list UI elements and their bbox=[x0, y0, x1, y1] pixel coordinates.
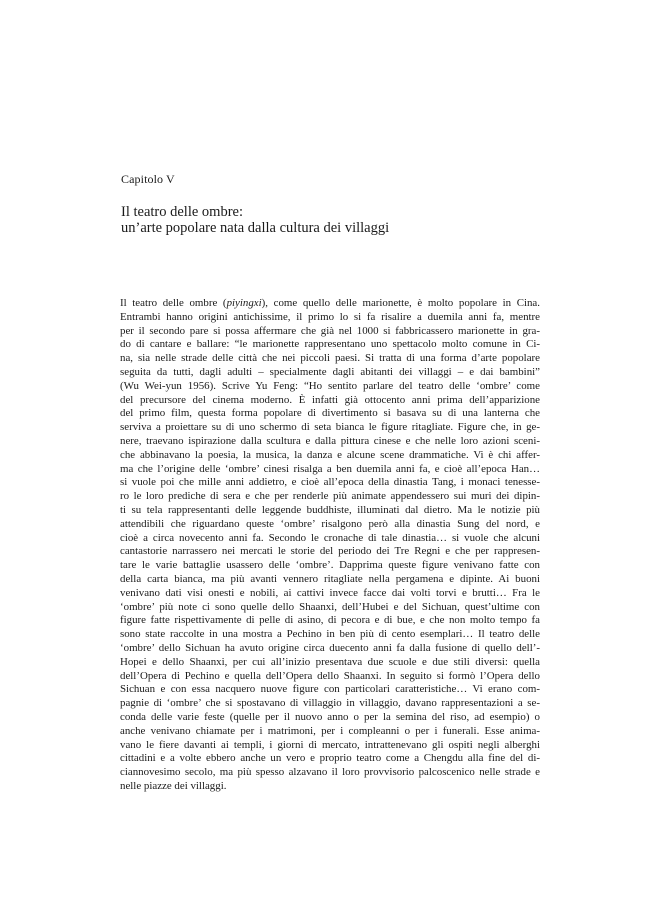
paragraph-line: pagnie di ‘ombre’ che si spostavano di villaggio in villaggio, davano rappresentazioni a se- bbox=[120, 697, 540, 710]
paragraph-line: anche venivano chiamate per i matrimoni, per i compleanni o per i funerali. Esse anima- bbox=[120, 724, 540, 737]
paragraph-line: Sichuan e con essa nacquero nuove figure con particolari caratteristiche… Vi erano com- bbox=[120, 683, 540, 696]
paragraph-line: venivano dati visi onesti e nobili, ai cattivi invece facce dai volti torvi e brutti… Fra le bbox=[120, 586, 540, 599]
paragraph-line: per il secondo pare si possa affermare che già nel 1000 si fabbricassero marionette in gra- bbox=[120, 324, 540, 337]
paragraph-line: che abbinavano la poesia, la musica, la danza e alcune scene drammatiche. Vi è chi affer- bbox=[120, 448, 540, 461]
paragraph-line: attendibili che riguardano queste ‘ombre’ risalgono però alla dinastia Sung del nord, e bbox=[120, 517, 540, 530]
paragraph-line: ti su tela rappresentanti delle leggende buddhiste, illuminati dal dietro. Ma le notizie più bbox=[120, 503, 540, 516]
chapter-label: Capitolo V bbox=[121, 172, 175, 186]
paragraph-line: ‘ombre’ più note ci sono quelle dello Shaanxi, dell’Hubei e del Sichuan, quest’ultime con bbox=[120, 600, 540, 613]
body-paragraph bbox=[120, 297, 540, 794]
paragraph-line: Hopei e dello Shaanxi, per cui all’inizio presentava due scuole e due stili diversi: quella bbox=[120, 655, 540, 668]
paragraph-line: cittadini e a volte ebbero anche un vero e proprio teatro come a Chengdu alla fine del di- bbox=[120, 752, 540, 765]
paragraph-line: seguita da tutti, dagli adulti – specialmente dagli abitanti dei villaggi – e dai bambini” bbox=[120, 365, 540, 378]
paragraph-line: si vuole poi che mille anni addietro, e cioè all’epoca della dinastia Tang, i monaci tenesse- bbox=[120, 476, 540, 489]
paragraph-line: vano le fiere davanti ai templi, i giorni di mercato, intrattenevano gli ospiti negli alberghi bbox=[120, 738, 540, 751]
paragraph-line: ro le loro prediche di sera e che per renderle più animate appendessero sui muri dei dipin- bbox=[120, 490, 540, 503]
paragraph-line: Il teatro delle ombre (piyingxi), come quello delle marionette, è molto popolare in Cina. bbox=[120, 297, 540, 309]
paragraph-line: tare le varie battaglie usassero delle ‘ombre’. Dapprima queste figure venivano fatte con bbox=[120, 559, 540, 572]
paragraph-line: sono state raccolte in una mostra a Pechino in ben più di cento esemplari… Il teatro delle bbox=[120, 628, 540, 641]
paragraph-line: cantastorie narrassero nei mercati le storie del periodo dei Tre Regni e che per rappresen- bbox=[120, 545, 540, 558]
paragraph-line: della carta bianca, ma più avanti vennero ritagliate nella pergamena e dipinte. Ai buoni bbox=[120, 572, 540, 585]
paragraph-line: serviva a proiettare su di uno schermo di seta bianca le figure ritagliate. Figure che, in ge- bbox=[120, 421, 540, 434]
paragraph-line: del precursore del cinema moderno. È infatti già ottocento anni prima dell’apparizione bbox=[120, 393, 540, 406]
chapter-title-line: un’arte popolare nata dalla cultura dei villaggi bbox=[121, 220, 390, 236]
paragraph-line: cioè a circa novecento anni fa. Secondo le cronache di tale dinastia… si vuole che alcuni bbox=[120, 531, 540, 544]
paragraph-line: ciannovesimo secolo, ma più spesso alzavano il loro provvisorio palcoscenico nelle strade e bbox=[120, 766, 540, 779]
paragraph-line: nere, traevano ispirazione dalla scultura e dalla pittura cinese e che nelle loro azioni sceni- bbox=[120, 434, 540, 447]
italic-term: piyingxi bbox=[226, 297, 262, 309]
paragraph-line: ma che l’origine delle ‘ombre’ cinesi risalga a ben duemila anni fa, e cioè all’epoca Han… bbox=[120, 462, 540, 475]
paragraph-line: na, sia nelle strade delle città che nei piccoli paesi. Si tratta di una forma d’arte popolare bbox=[120, 352, 540, 365]
paragraph-line: del primo film, questa forma popolare di divertimento si basava su di una lanterna che bbox=[120, 407, 540, 420]
paragraph-line: Entrambi hanno origini antichissime, il primo lo si fa risalire a duemila anni fa, mentre bbox=[120, 310, 540, 323]
paragraph-line: figure fatte rispettivamente di pelle di asino, di pecora e di bue, e che non molto tempo fa bbox=[120, 614, 540, 627]
paragraph-line: do di cantare e ballare: “le marionette rappresentano uno spettacolo molto comune in Ci- bbox=[120, 338, 540, 351]
paragraph-line: ‘ombre’ dello Sichuan ha avuto origine circa duecento anni fa dalla fusione di quello dell’- bbox=[120, 641, 540, 654]
paragraph-line: (Wu Wei-yun 1956). Scrive Yu Feng: “Ho sentito parlare del teatro delle ‘ombre’ come bbox=[120, 379, 540, 392]
chapter-title-line: Il teatro delle ombre: bbox=[121, 204, 243, 220]
paragraph-line: conda delle varie feste (quelle per il nuovo anno o per la semina del riso, ad esempio) o bbox=[120, 710, 540, 723]
chapter-title bbox=[121, 204, 541, 236]
paragraph-line: nelle piazze dei villaggi. bbox=[120, 779, 227, 792]
paragraph-line: dell’Opera di Pechino e quella dell’Opera dello Shaanxi. In seguito si formò l’Opera dello bbox=[120, 669, 540, 682]
